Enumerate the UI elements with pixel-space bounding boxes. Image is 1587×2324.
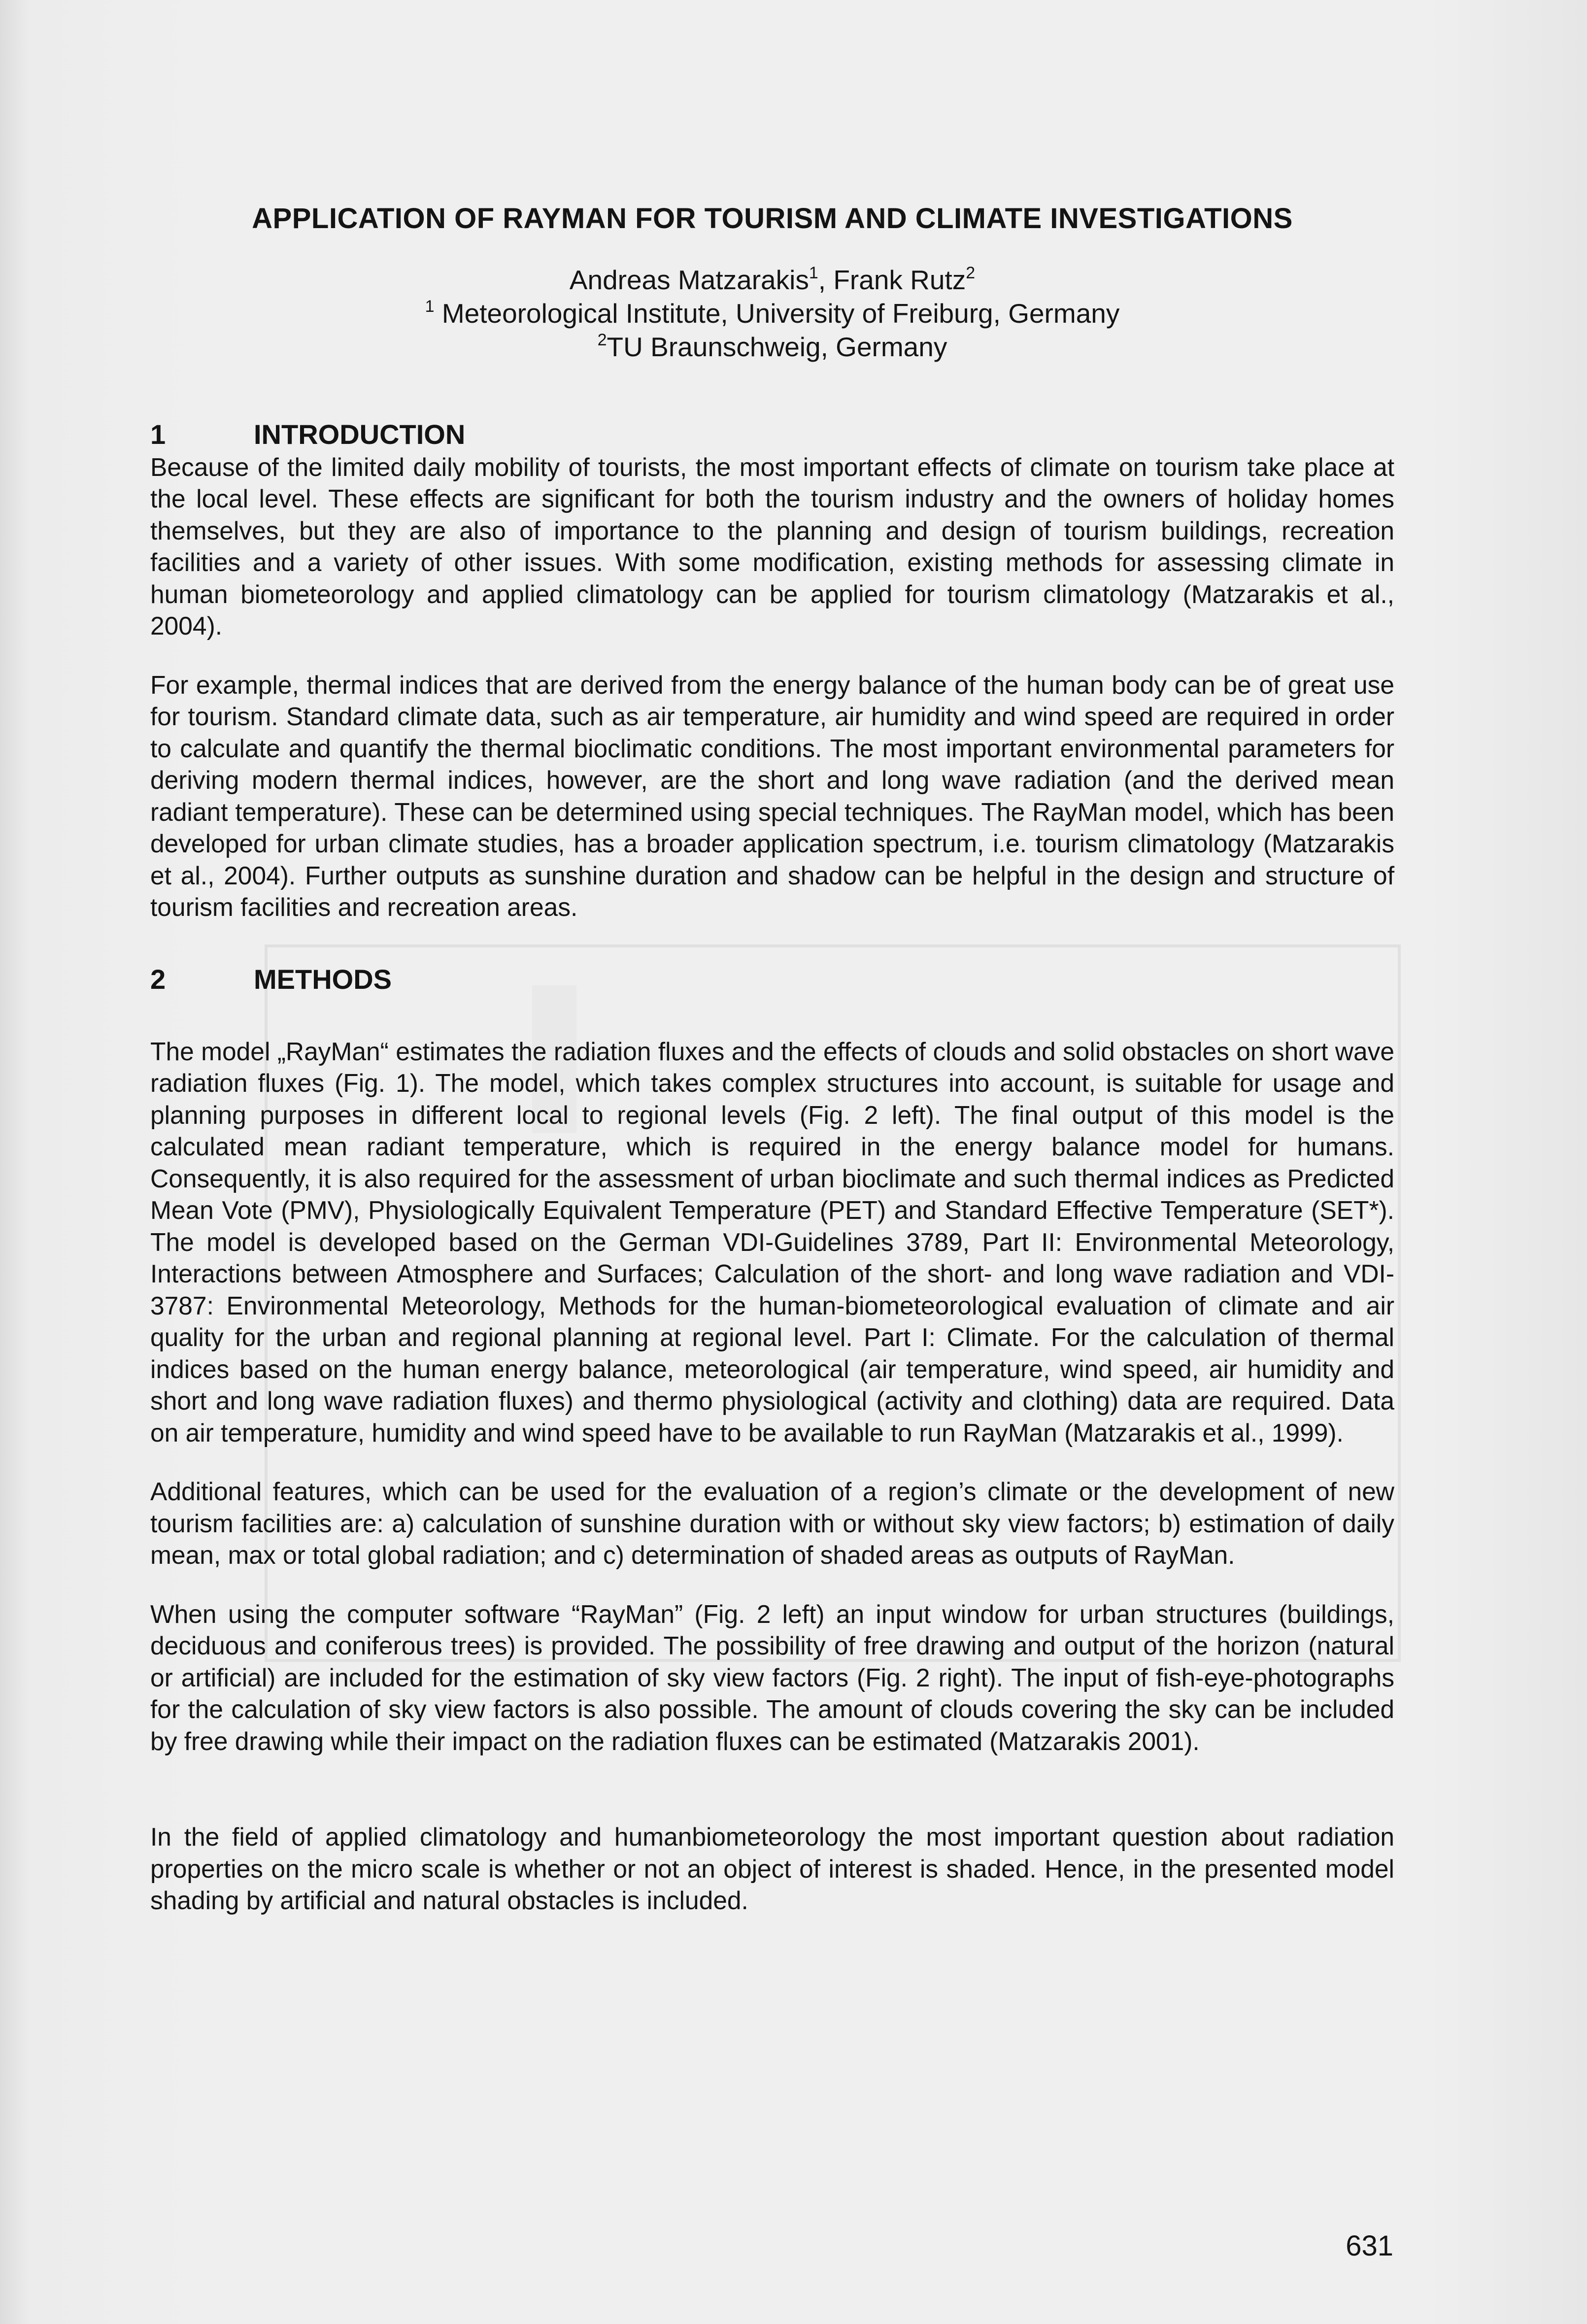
affiliation-mark: 1 [425,297,435,316]
body-paragraph: The model „RayMan“ estimates the radiation fluxes and the effects of clouds and solid obstacles on short wave radiation fluxes (Fig. 1). The model, which takes complex structures into account, is suitable for usage and planning purposes in different local to regional levels (Fig. 2 left). The final output of this model is the calculated mean radiant temperature, which is required in the energy balance model for humans. Consequently, it is also required for the assessment of urban bioclimate and such thermal indices as Predicted Mean Vote (PMV), Physiologically Equivalent Temperature (PET) and Standard Effective Temperature (SET*). The model is developed based on the German VDI-Guidelines 3789, Part II: Environmental Meteorology, Interactions between Atmosphere and Surfaces; Calculation of the short- and long wave radiation and VDI-3787: Environmental Meteorology, Methods for the human-biometeorological evaluation of climate and air quality for the urban and regional planning at regional level. Part I: Climate. For the calculation of thermal indices based on the human energy balance, meteorological (air temperature, wind speed, air humidity and short and long wave radiation fluxes) and thermo physiological (activity and clothing) data are required. Data on air temperature, humidity and wind speed have to be available to run RayMan (Matzarakis et al., 1999). [150,1037,1394,1447]
author-affiliation-mark: 1 [809,263,818,282]
section-title: INTRODUCTION [254,418,466,450]
affiliation-mark: 2 [597,330,607,349]
body-paragraph: For example, thermal indices that are derived from the energy balance of the human body can be of great use for tourism. Standard climate data, such as air temperature, air humidity and wind speed are required in order to calculate and quantify the thermal bioclimatic conditions. The most important environmental parameters for deriving modern thermal indices, however, are the short and long wave radiation (and the derived mean radiant temperature). These can be determined using special techniques. The RayMan model, which has been developed for urban climate studies, has a broader application spectrum, i.e. tourism climatology (Matzarakis et al., 2004). Further outputs as sunshine duration and shadow can be helpful in the design and structure of tourism facilities and recreation areas. [150,670,1394,922]
author-affiliation-mark: 2 [966,263,976,282]
author-separator: , [818,264,834,295]
affiliation-line [150,297,1394,330]
page-content [150,203,1394,1917]
section-number: 2 [150,963,166,995]
body-paragraph: Because of the limited daily mobility of tourists, the most important effects of climate on tourism take place at the local level. These effects are significant for both the tourism industry and the owners of holiday homes themselves, but they are also of importance to the planning and design of tourism buildings, recreation facilities and a variety of other issues. With some modification, existing methods for assessing climate in human biometeorology and applied climatology can be applied for tourism climatology (Matzarakis et al., 2004). [150,452,1394,640]
body-paragraph: Additional features, which can be used for the evaluation of a region’s climate or the development of new tourism facilities are: a) calculation of sunshine duration with or without sky view factors; b) estimation of daily mean, max or total global radiation; and c) determination of shaded areas as outputs of RayMan. [150,1477,1394,1570]
page-number: 631 [1346,2230,1393,2262]
affiliations [150,297,1394,364]
body-paragraph: In the field of applied climatology and humanbiometeorology the most important question about radiation properties on the micro scale is whether or not an object of interest is shaded. Hence, in the presented model shading by artificial and natural obstacles is included. [150,1822,1394,1915]
author-name: Andreas Matzarakis [569,264,809,295]
section-heading-methods [150,963,1394,996]
body-paragraph: When using the computer software “RayMan” (Fig. 2 left) an input window for urban structures (buildings, deciduous and coniferous trees) is provided. The possibility of free drawing and output of the horizon (natural or artificial) are included for the estimation of sky view factors (Fig. 2 right). The input of fish-eye-photographs for the calculation of sky view factors is also possible. The amount of clouds covering the sky can be included by free drawing while their impact on the radiation fluxes can be estimated (Matzarakis 2001). [150,1599,1394,1755]
author-line [150,263,1394,297]
paper-title: APPLICATION OF RAYMAN FOR TOURISM AND CLIMATE INVESTIGATIONS [252,202,1293,235]
section-title: METHODS [254,963,392,995]
affiliation-text: TU Braunschweig, Germany [607,331,947,362]
section-heading-introduction [150,418,1394,451]
author-name: Frank Rutz [833,264,966,295]
section-number: 1 [150,418,166,450]
affiliation-text: Meteorological Institute, University of Freiburg, Germany [434,298,1120,329]
affiliation-line [150,330,1394,364]
